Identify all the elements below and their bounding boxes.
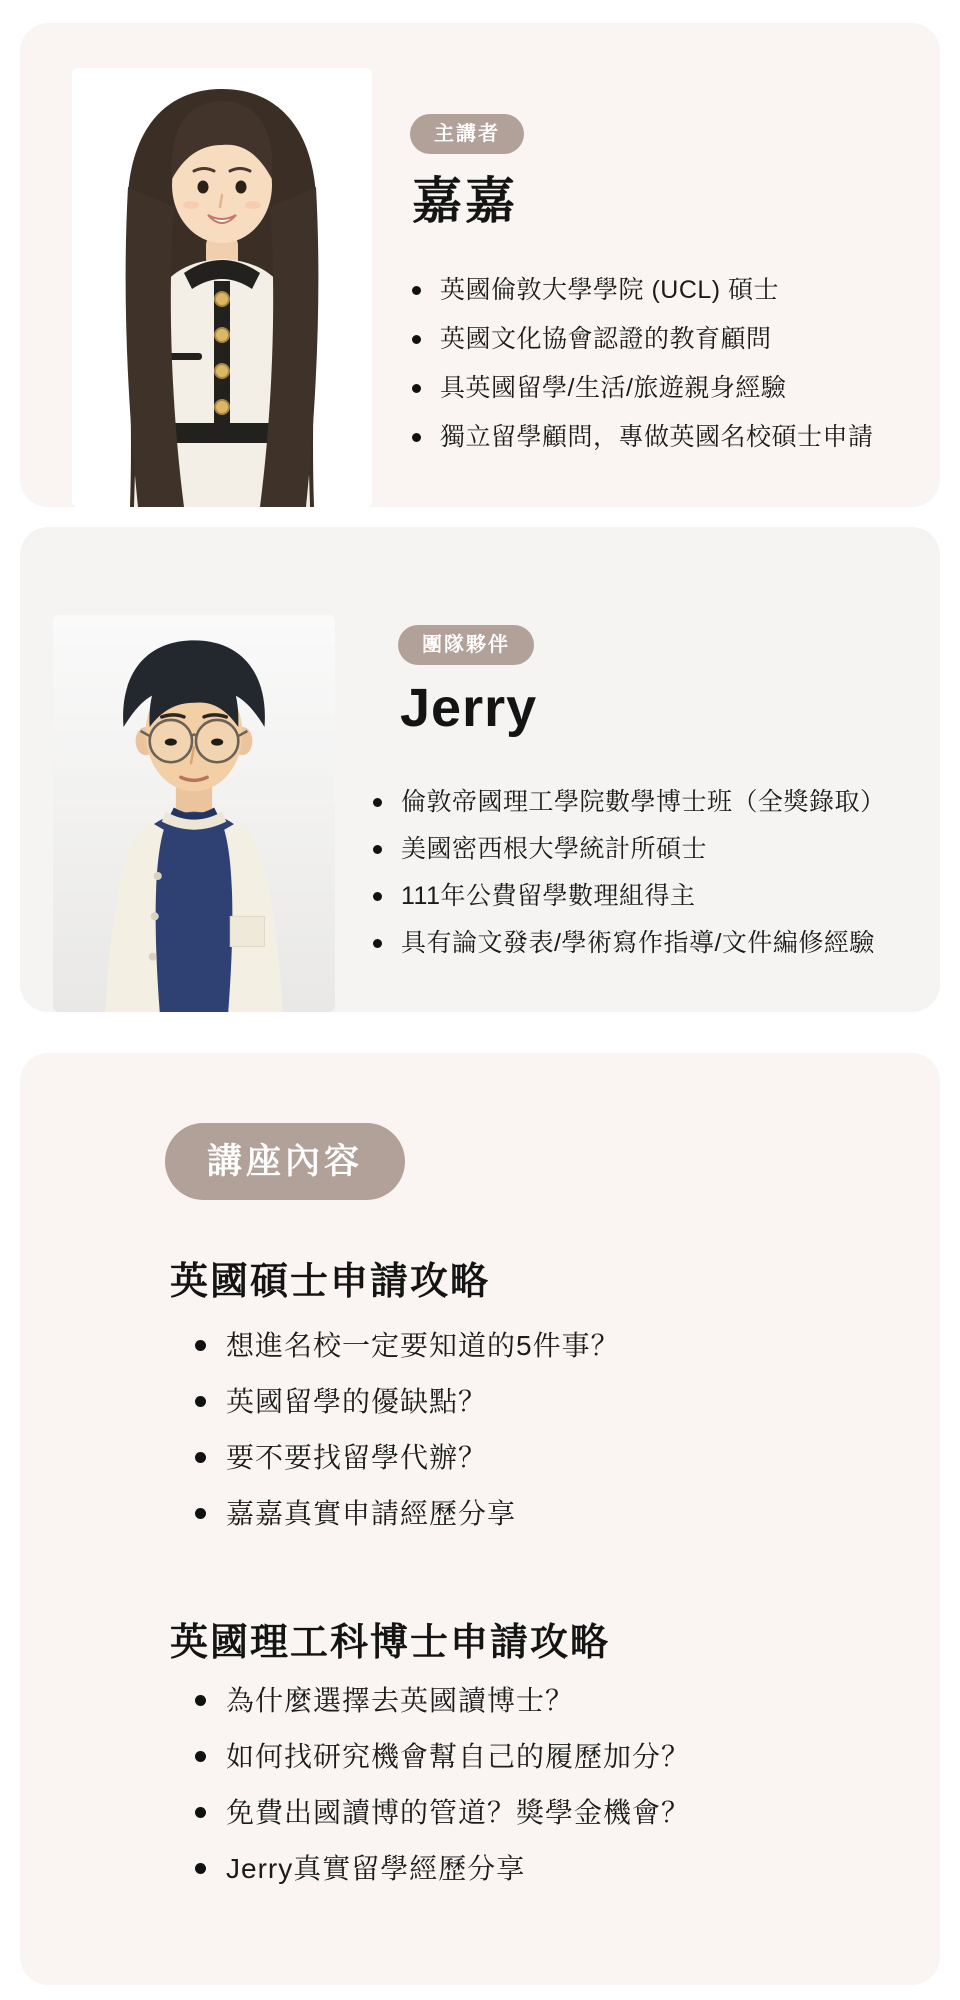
woman-portrait-illustration [72, 68, 372, 507]
topic-item: Jerry真實留學經歷分享 [195, 1841, 690, 1897]
topic-item: 為什麼選擇去英國讀博士？ [195, 1673, 690, 1729]
credential-item: 英國文化協會認證的教育顧問 [412, 315, 874, 364]
topic-item: 如何找研究機會幫自己的履歷加分？ [195, 1729, 690, 1785]
speaker-card [20, 23, 940, 507]
credential-item: 具英國留學/生活/旅遊親身經驗 [412, 364, 874, 413]
speaker-name: 嘉嘉 [412, 173, 518, 229]
topic-item: 英國留學的優缺點？ [195, 1374, 620, 1430]
topic-item: 嘉嘉真實申請經歷分享 [195, 1486, 620, 1542]
partner-photo-man-portrait [53, 615, 335, 1012]
masters-topic-list [195, 1318, 620, 1542]
partner-card [20, 527, 940, 1012]
topic-item: 要不要找留學代辦？ [195, 1430, 620, 1486]
partner-credential-list [373, 779, 886, 967]
phd-topic-list [195, 1673, 690, 1897]
speaker-badge: 主講者 [410, 114, 524, 154]
credential-item: 具有論文發表/學術寫作指導/文件編修經驗 [373, 920, 886, 967]
section-title-phd: 英國理工科博士申請攻略 [170, 1622, 611, 1664]
man-portrait-illustration [53, 615, 335, 1012]
speaker-credential-list [412, 266, 874, 462]
topic-item: 想進名校一定要知道的5件事？ [195, 1318, 620, 1374]
lecture-content-badge: 講座內容 [165, 1123, 405, 1200]
section-title-masters: 英國碩士申請攻略 [170, 1261, 491, 1303]
lecture-content-card [20, 1053, 940, 1985]
partner-badge: 團隊夥伴 [398, 625, 534, 665]
credential-item: 英國倫敦大學學院 (UCL) 碩士 [412, 266, 874, 315]
speaker-photo-woman-portrait [72, 68, 372, 507]
credential-item: 美國密西根大學統計所碩士 [373, 826, 886, 873]
credential-item: 獨立留學顧問，專做英國名校碩士申請 [412, 413, 874, 462]
topic-item: 免費出國讀博的管道？獎學金機會？ [195, 1785, 690, 1841]
partner-name: Jerry [400, 678, 538, 738]
credential-item: 倫敦帝國理工學院數學博士班（全獎錄取） [373, 779, 886, 826]
credential-item: 111年公費留學數理組得主 [373, 873, 886, 920]
